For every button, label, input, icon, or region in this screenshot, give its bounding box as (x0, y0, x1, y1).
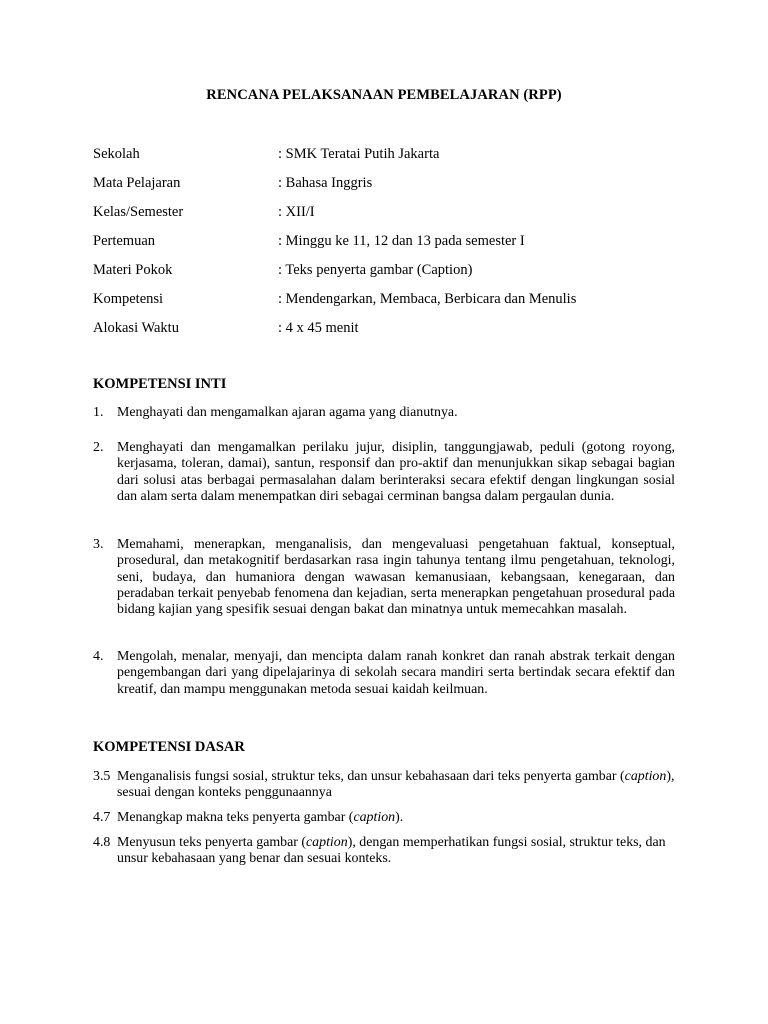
item-number: 2. (93, 440, 104, 455)
info-label: Kelas/Semester (93, 204, 184, 220)
info-label: Materi Pokok (93, 262, 173, 278)
kompetensi-dasar-heading: KOMPETENSI DASAR (93, 739, 245, 755)
info-row (93, 174, 693, 203)
info-value: : XII/I (278, 204, 315, 220)
info-value: : SMK Teratai Putih Jakarta (278, 146, 440, 162)
kompetensi-inti-list (93, 440, 675, 505)
info-label: Kompetensi (93, 291, 164, 307)
kompetensi-dasar-list (93, 835, 675, 868)
list-item (93, 769, 675, 802)
item-text: Menyusun teks penyerta gambar ( (117, 835, 307, 850)
page-title: RENCANA PELAKSANAAN PEMBELAJARAN (RPP) (206, 87, 562, 103)
list-item (93, 810, 675, 826)
item-text: Menghayati dan mengamalkan ajaran agama yang dianutnya. (117, 405, 458, 420)
info-row (93, 203, 693, 232)
info-label: Pertemuan (93, 233, 156, 249)
info-label: Sekolah (93, 146, 140, 162)
item-number: 4.7 (93, 810, 111, 825)
item-italic-term: caption (306, 835, 348, 850)
info-value: : Teks penyerta gambar (Caption) (278, 262, 473, 278)
item-number: 4. (93, 649, 104, 664)
kompetensi-dasar-list (93, 769, 675, 802)
item-number: 3. (93, 537, 104, 552)
item-text: Menghayati dan mengamalkan perilaku jujur, disiplin, tanggungjawab, peduli (gotong royong, kerjasama, toleran, damai), santun, responsif dan pro-aktif dan menunjukkan sikap sebagai bagian dari solusi atas berbagai permasalahan dalam berinteraksi secara efektif dengan lingkungan sosial dan alam serta dalam menempatkan diri sebagai cerminan bangsa dalam pergaulan dunia. (117, 440, 675, 504)
list-item (93, 405, 675, 421)
info-value: : Minggu ke 11, 12 dan 13 pada semester I (278, 233, 525, 249)
item-italic-term: caption (353, 810, 396, 825)
kompetensi-inti-list (93, 405, 675, 421)
list-item (93, 835, 675, 868)
info-row (93, 261, 693, 290)
item-text: Mengolah, menalar, menyaji, dan mencipta dalam ranah konkret dan ranah abstrak terkait dengan pengembangan dari yang dipelajarinya di sekolah secara mandiri serta bertindak secara efektif dan kreatif, dan mampu menggunakan metoda sesuai kaidah keilmuan. (117, 649, 675, 697)
item-number: 4.8 (93, 835, 111, 850)
kompetensi-dasar-list (93, 810, 675, 826)
item-text: ), sesuai dengan konteks penggunaannya (117, 769, 675, 801)
info-label: Mata Pelajaran (93, 175, 181, 191)
info-value: : Mendengarkan, Membaca, Berbicara dan Menulis (278, 291, 577, 307)
info-label: Alokasi Waktu (93, 320, 179, 336)
info-value: : 4 x 45 menit (278, 320, 359, 336)
kompetensi-inti-list (93, 649, 675, 698)
item-italic-term: caption (624, 769, 667, 784)
item-text: Memahami, menerapkan, menganalisis, dan mengevaluasi pengetahuan faktual, konseptual, prosedural, dan metakognitif berdasarkan rasa ingin tahunya tentang ilmu pengetahuan, teknologi, seni, budaya, dan humaniora dengan wawasan kemanusiaan, kebangsaan, kenegaraan, dan peradaban terkait penyebab fenomena dan kejadian, serta menerapkan pengetahuan prosedural pada bidang kajian yang spesifik sesuai dengan bakat dan minatnya untuk memecahkan masalah. (117, 537, 675, 618)
item-number: 3.5 (93, 769, 111, 784)
info-row (93, 319, 693, 348)
list-item (93, 537, 675, 618)
identity-table (93, 145, 693, 348)
item-text: ), dengan memperhatikan fungsi sosial, struktur teks, dan unsur kebahasaan yang benar dan sesuai konteks. (117, 835, 666, 867)
item-text: Menganalisis fungsi sosial, struktur teks, dan unsur kebahasaan dari teks penyerta gambar ( (117, 769, 625, 784)
info-row (93, 145, 693, 174)
item-number: 1. (93, 405, 104, 420)
kompetensi-inti-heading: KOMPETENSI INTI (93, 376, 227, 392)
item-text: ). (395, 810, 404, 825)
info-row (93, 290, 693, 319)
info-row (93, 232, 693, 261)
list-item (93, 440, 675, 505)
info-value: : Bahasa Inggris (278, 175, 373, 191)
kompetensi-inti-list (93, 537, 675, 618)
list-item (93, 649, 675, 698)
item-text: Menangkap makna teks penyerta gambar ( (117, 810, 354, 825)
